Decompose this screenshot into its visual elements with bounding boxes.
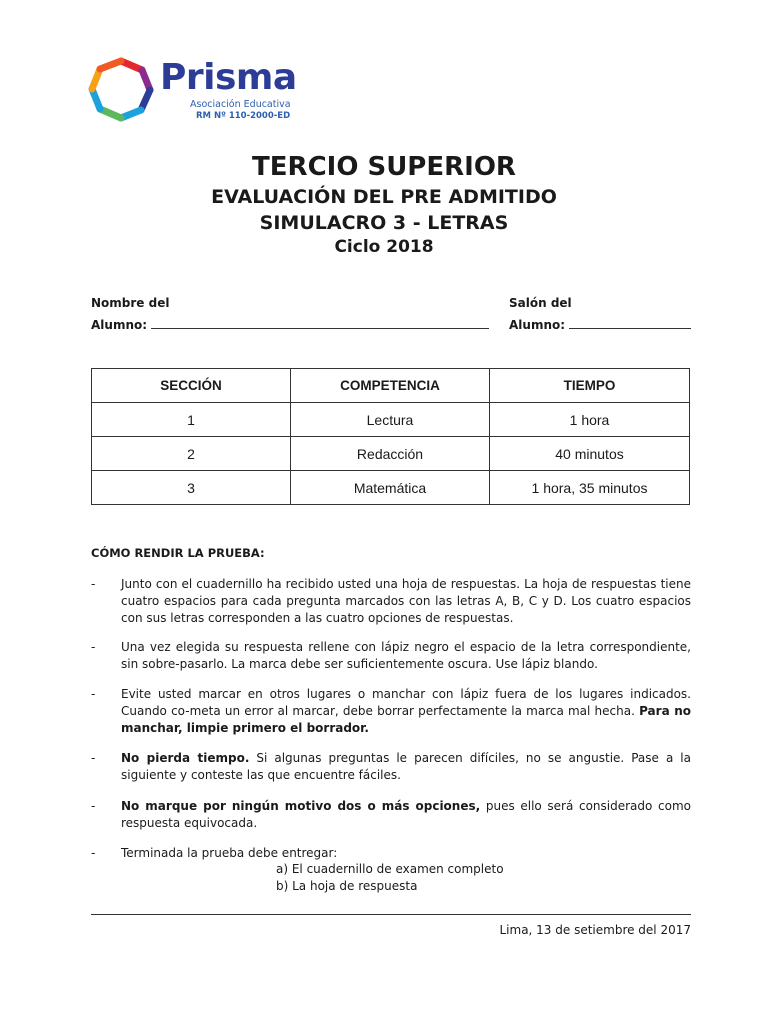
instruction-item bbox=[91, 798, 691, 832]
classroom-label-1: Salón del bbox=[509, 296, 572, 310]
prisma-logo-icon bbox=[88, 56, 154, 122]
cell-competence: Matemática bbox=[291, 471, 490, 505]
deliverable-item: b) La hoja de respuesta bbox=[276, 879, 418, 893]
student-name-label-1: Nombre del bbox=[91, 296, 170, 310]
sections-table bbox=[91, 368, 690, 505]
bullet-dash: - bbox=[91, 751, 96, 765]
student-name-label-2: Alumno: bbox=[91, 318, 148, 332]
cell-section: 1 bbox=[92, 403, 291, 437]
student-name-field bbox=[91, 292, 489, 336]
title-main: TERCIO SUPERIOR bbox=[252, 152, 516, 182]
instruction-text-bold: No marque por ningún motivo dos o más opciones, bbox=[121, 799, 481, 813]
table-row bbox=[92, 437, 690, 471]
instruction-item bbox=[91, 639, 691, 673]
instruction-item bbox=[91, 845, 691, 862]
bullet-dash: - bbox=[91, 687, 96, 701]
title-evaluation: EVALUACIÓN DEL PRE ADMITIDO bbox=[211, 186, 557, 208]
brand-subtitle: Asociación Educativa bbox=[190, 99, 291, 110]
header-section: SECCIÓN bbox=[92, 369, 291, 403]
instruction-text-bold: No pierda tiempo. bbox=[121, 751, 250, 765]
instruction-text-regular: Si algunas preguntas le parecen difíciles, no se angustie. Pase a la siguiente y conteste las que encuentre fáciles. bbox=[121, 751, 691, 782]
cell-time: 1 hora, 35 minutos bbox=[490, 471, 690, 505]
classroom-field bbox=[509, 292, 691, 336]
instruction-text bbox=[121, 750, 691, 784]
table-row bbox=[92, 403, 690, 437]
instruction-text-regular: pues ello será considerado como respuesta equivocada. bbox=[121, 799, 691, 830]
bullet-dash: - bbox=[91, 799, 96, 813]
cell-competence: Redacción bbox=[291, 437, 490, 471]
bullet-dash: - bbox=[91, 577, 96, 591]
classroom-blank[interactable] bbox=[569, 316, 691, 329]
header-competence: COMPETENCIA bbox=[291, 369, 490, 403]
table-header-row bbox=[92, 369, 690, 403]
title-cycle: Ciclo 2018 bbox=[334, 237, 434, 257]
instruction-item bbox=[91, 750, 691, 784]
brand-name: Prisma bbox=[160, 57, 297, 98]
bullet-dash: - bbox=[91, 846, 96, 860]
instruction-text bbox=[121, 798, 691, 832]
instruction-item bbox=[91, 686, 691, 737]
cell-time: 1 hora bbox=[490, 403, 690, 437]
bullet-dash: - bbox=[91, 640, 96, 654]
cell-competence: Lectura bbox=[291, 403, 490, 437]
brand-rm: RM Nº 110-2000-ED bbox=[196, 111, 291, 121]
instruction-item bbox=[91, 576, 691, 627]
instruction-text: Junto con el cuadernillo ha recibido usted una hoja de respuestas. La hoja de respuestas tiene cuatro espacios para cada pregunta marcados con las letras A, B, C y D. Los cuatro espacios con sus letras corresponden a las cuatro opciones de respuestas. bbox=[121, 577, 691, 625]
student-name-blank[interactable] bbox=[151, 316, 489, 329]
title-block bbox=[0, 150, 768, 258]
header-time: TIEMPO bbox=[490, 369, 690, 403]
instruction-text: Una vez elegida su respuesta rellene con lápiz negro el espacio de la letra correspondiente, sin sobre-pasarlo. La marca debe ser suficientemente oscura. Use lápiz blando. bbox=[121, 640, 691, 671]
title-simulacro: SIMULACRO 3 - LETRAS bbox=[259, 212, 509, 234]
prisma-logo bbox=[88, 56, 328, 126]
classroom-label-2: Alumno: bbox=[509, 318, 566, 332]
cell-time: 40 minutos bbox=[490, 437, 690, 471]
instruction-text-bold: Para no manchar, limpie primero el borrador. bbox=[121, 704, 691, 735]
footer-date: Lima, 13 de setiembre del 2017 bbox=[499, 923, 691, 937]
instruction-text bbox=[121, 686, 691, 737]
cell-section: 3 bbox=[92, 471, 291, 505]
table-row bbox=[92, 471, 690, 505]
deliverable-item: a) El cuadernillo de examen completo bbox=[276, 862, 504, 876]
instruction-text-regular: Evite usted marcar en otros lugares o manchar con lápiz fuera de los lugares indicados. Cuando co-meta un error al marcar, debe borrar perfectamente la marca mal hecha. bbox=[121, 687, 691, 718]
footer-divider bbox=[91, 914, 691, 915]
cell-section: 2 bbox=[92, 437, 291, 471]
instructions-heading: CÓMO RENDIR LA PRUEBA: bbox=[91, 546, 265, 560]
instruction-text: Terminada la prueba debe entregar: bbox=[121, 846, 338, 860]
